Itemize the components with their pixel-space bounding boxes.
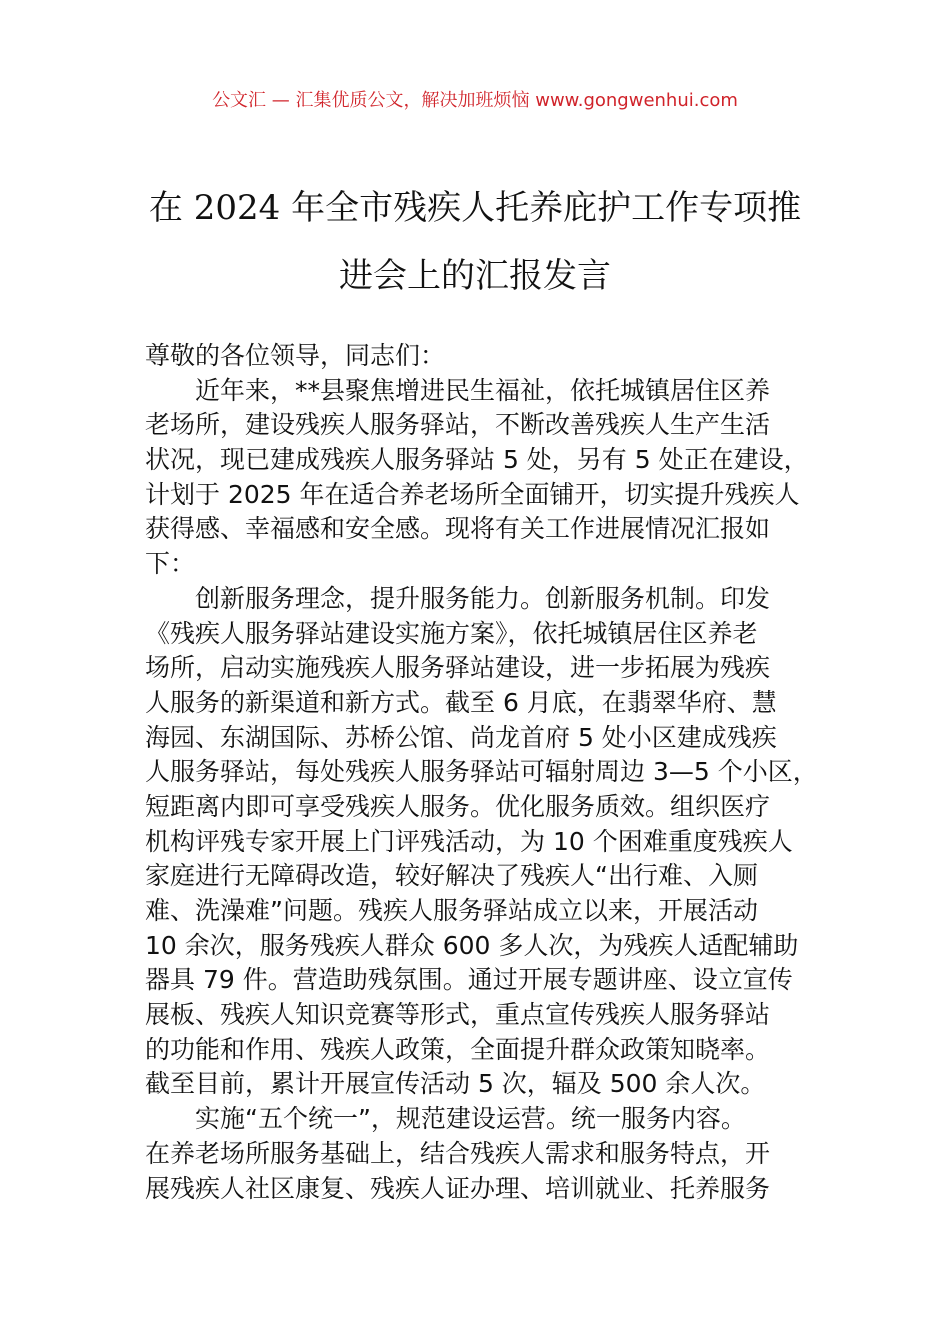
body-text-line: 家庭进行无障碍改造，较好解决了残疾人“出行难、入厕 [145,861,758,891]
body-text-line: 人服务的新渠道和新方式。截至 6 月底，在翡翠华府、慧 [145,687,777,717]
body-text-line: 截至目前，累计开展宣传活动 5 次，辐及 500 余人次。 [145,1069,766,1099]
body-text-line: 场所，启动实施残疾人服务驿站建设，进一步拓展为残疾 [145,653,771,683]
body-text-line: 短距离内即可享受残疾人服务。优化服务质效。组织医疗 [145,791,771,821]
body-text-line: 计划于 2025 年在适合养老场所全面铺开，切实提升残疾人 [145,479,800,509]
body-text-line: 难、洗澡难”问题。残疾人服务驿站成立以来，开展活动 [145,896,758,925]
body-text-line: 海园、东湖国际、苏桥公馆、尚龙首府 5 处小区建成残疾 [145,722,777,752]
body-text-line: 状况，现已建成残疾人服务驿站 5 处，另有 5 处正在建设， [145,445,809,475]
body-text-line: 的功能和作用、残疾人政策，全面提升群众政策知晓率。 [145,1034,771,1064]
body-text-line: 10 余次，服务残疾人群众 600 多人次，为残疾人适配辅助 [145,930,799,960]
body-text-line: 创新服务理念，提升服务能力。创新服务机制。印发 [195,583,771,613]
document-title-line-2: 进会上的汇报发言 [339,256,611,296]
body-text-line: 器具 79 件。营造助残氛围。通过开展专题讲座、设立宣传 [145,965,793,995]
body-text-line: 尊敬的各位领导，同志们： [145,341,446,370]
body-text-line: 实施“五个统一”，规范建设运营。统一服务内容。 [195,1104,746,1134]
document-body [145,339,845,1206]
site-header-banner: 公文汇 — 汇集优质公文，解决加班烦恼 www.gongwenhui.com [212,90,738,111]
document-title-line-1: 在 2024 年全市残疾人托养庇护工作专项推 [148,188,802,228]
body-text-line: 《残疾人服务驿站建设实施方案》，依托城镇居住区养老 [145,618,758,648]
body-text-line: 获得感、幸福感和安全感。现将有关工作进展情况汇报如 [145,514,771,544]
body-text-line: 机构评残专家开展上门评残活动，为 10 个困难重度残疾人 [145,826,793,856]
body-text-line: 人服务驿站，每处残疾人服务驿站可辐射周边 3—5 个小区， [145,757,818,787]
body-text-line: 展残疾人社区康复、残疾人证办理、培训就业、托养服务 [145,1173,771,1203]
body-text-line: 老场所，建设残疾人服务驿站，不断改善残疾人生产生活 [145,410,771,440]
body-text-line: 展板、残疾人知识竞赛等形式，重点宣传残疾人服务驿站 [145,1000,771,1030]
body-text-line: 在养老场所服务基础上，结合残疾人需求和服务特点，开 [145,1138,771,1168]
body-text-line: 下： [145,549,196,579]
body-text-line: 近年来，**县聚焦增进民生福祉，依托城镇居住区养 [195,375,771,405]
